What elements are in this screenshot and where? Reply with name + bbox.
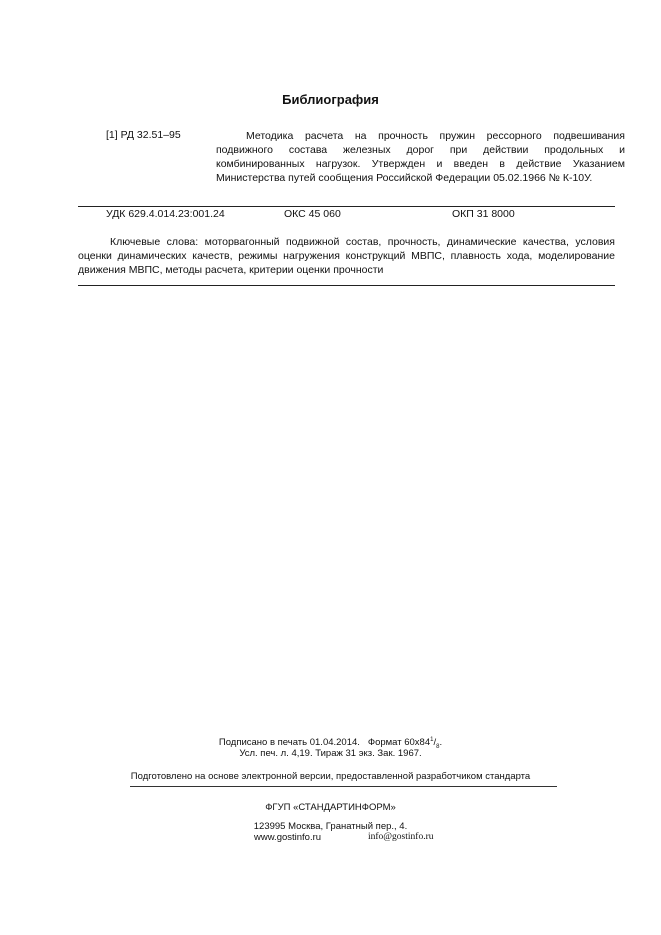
- prepared-note: Подготовлено на основе электронной версии, предоставленной разработчиком стандарта: [130, 771, 531, 782]
- imprint-line-2: Усл. печ. л. 4,19. Тираж 31 экз. Зак. 1967.: [239, 748, 422, 759]
- okp-code: ОКП 31 8000: [452, 208, 515, 220]
- publisher-name: ФГУП «СТАНДАРТИНФОРМ»: [265, 802, 396, 813]
- bibliography-entry-ref: [1] РД 32.51–95: [106, 129, 181, 141]
- format-denominator: 8: [436, 744, 440, 751]
- signed-date: Подписано в печать 01.04.2014.: [218, 737, 360, 749]
- udk-code: УДК 629.4.014.23:001.24: [106, 208, 225, 220]
- format-label: Формат 60x84: [367, 737, 431, 749]
- bottom-rule: [78, 285, 615, 286]
- top-rule: [78, 206, 615, 207]
- bibliography-entry-text: Методика расчета на прочность пружин рессорного подвешивания подвижного состава железных дорог при действии продольных и комбинированных нагрузок. Утвержден и введен в действие Указанием Министерства путей сообщения Российской Федерации 05.02.1966 № К-10У.: [216, 130, 625, 184]
- format-numerator: 1: [430, 737, 434, 743]
- imprint-separator: [130, 786, 557, 787]
- imprint-line-1: Подписано в печать 01.04.2014. Формат $60x84^1/_8$.: [218, 737, 443, 751]
- bibliography-title: Библиография: [282, 92, 379, 107]
- oks-code: ОКС 45 060: [284, 208, 341, 220]
- keywords-paragraph: Ключевые слова: моторвагонный подвижной состав, прочность, динамические качества, условия оценки динамических качеств, режимы нагружения конструкций МВПС, плавность хода, моделирование движения МВПС, методы расчета, критерии оценки прочности: [78, 236, 615, 276]
- email-link[interactable]: info@gostinfo.ru: [368, 832, 434, 842]
- website-link[interactable]: www.gostinfo.ru: [254, 832, 322, 843]
- publisher-address: 123995 Москва, Гранатный пер., 4.: [253, 821, 408, 832]
